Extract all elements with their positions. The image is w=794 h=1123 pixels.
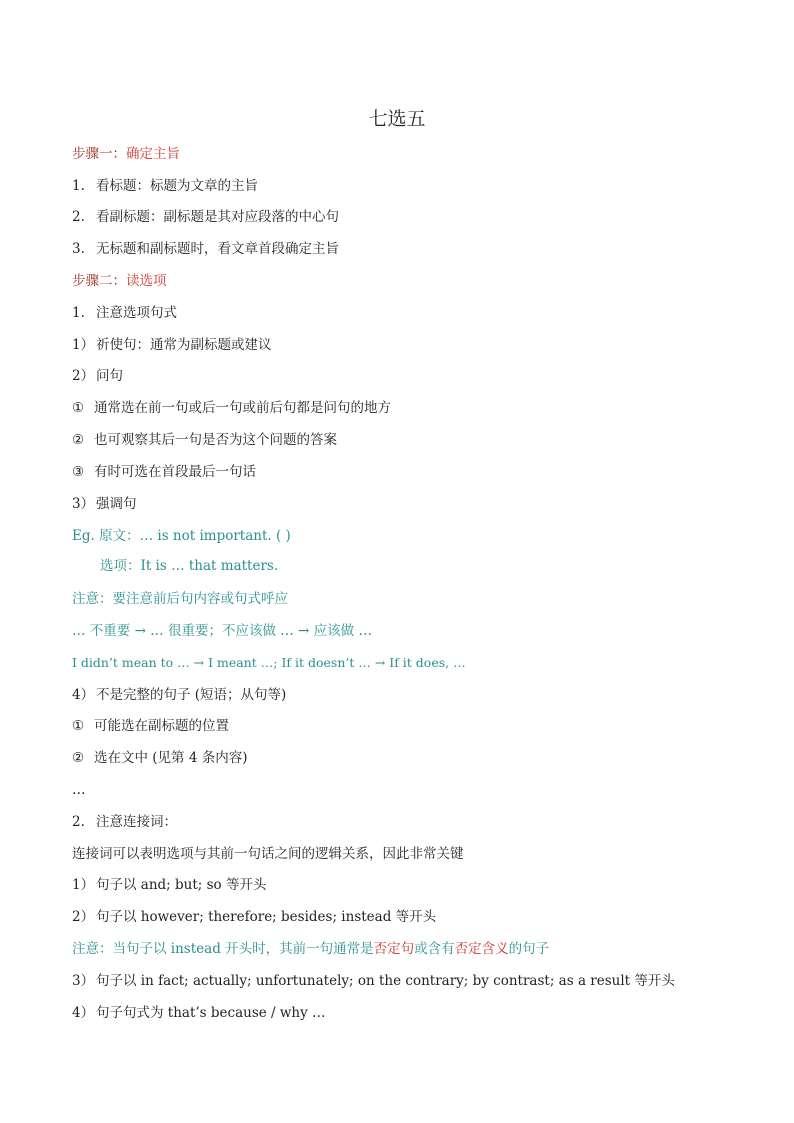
circled-item-4: [72, 717, 229, 735]
sub-item-number: 2）: [72, 368, 95, 384]
sub-item-incomplete: [72, 686, 286, 704]
note-instead-part-e: 的句子: [508, 941, 550, 957]
step2-heading: [72, 272, 167, 290]
step1-heading-text: 确定主旨: [126, 146, 180, 162]
item-text: 注意选项句式: [96, 305, 177, 321]
sub-item-number: 3）: [72, 973, 95, 989]
item-text: 看副标题：副标题是其对应段落的中心句: [96, 209, 339, 225]
step1-item-3: [72, 240, 339, 258]
step2-heading-text: 读选项: [126, 273, 167, 289]
step1-heading: [72, 145, 180, 163]
step2-heading-prefix: 步骤二：: [72, 273, 126, 289]
note-instead-negative-meaning: 否定含义: [454, 941, 509, 957]
sub-item-number: 4）: [72, 1005, 95, 1021]
sub-item-text: 祈使句：通常为副标题或建议: [96, 337, 272, 353]
note-instead-part-c: 或含有: [414, 941, 455, 957]
sub-item-number: 4）: [72, 687, 95, 703]
connective-description: 连接词可以表明选项与其前一句话之间的逻辑关系，因此非常关键: [72, 846, 464, 862]
note-instead-part-a: 注意：当句子以 instead 开头时，其前一句通常是: [72, 941, 374, 957]
circled-item-1: [72, 399, 391, 417]
circled-text: 可能选在副标题的位置: [94, 718, 229, 734]
step2-item-1: [72, 304, 177, 322]
step1-item-1: [72, 177, 258, 195]
sub-item-number: 2）: [72, 909, 95, 925]
ellipsis: …: [72, 782, 86, 798]
circled-mark: ①: [72, 718, 85, 734]
circled-mark: ②: [72, 750, 85, 766]
sub-item-text: 句子以 in fact; actually; unfortunately; on the contrary; by contrast; as a result 等开头: [96, 973, 675, 989]
sub-item-text: 强调句: [96, 496, 137, 512]
circled-text: 有时可选在首段最后一句话: [94, 464, 256, 480]
sub-item-text: 不是完整的句子 (短语；从句等): [96, 687, 287, 703]
circled-item-3: [72, 463, 256, 481]
page-title: 七选五: [368, 108, 426, 130]
sub-item-text: 句子以 however; therefore; besides; instead 等开头: [96, 909, 437, 925]
sub-item-text: 句子以 and; but; so 等开头: [96, 877, 267, 893]
contrast-chinese: … 不重要 → … 很重要；不应该做 … → 应该做 …: [72, 623, 372, 639]
circled-item-5: [72, 749, 248, 767]
connective-item-2: [72, 908, 436, 926]
sub-item-text: 问句: [96, 368, 123, 384]
sub-item-emphasis: [72, 495, 137, 513]
sub-item-number: 1）: [72, 337, 95, 353]
item-number: 3.: [72, 241, 85, 257]
circled-text: 也可观察其后一句是否为这个问题的答案: [94, 432, 337, 448]
item-number: 1.: [72, 178, 85, 194]
connective-item-4: [72, 1004, 326, 1022]
note-correspondence: 注意：要注意前后句内容或句式呼应: [72, 591, 288, 607]
circled-mark: ③: [72, 464, 85, 480]
connective-item-3: [72, 972, 675, 990]
sub-item-imperative: [72, 336, 272, 354]
item-text: 无标题和副标题时，看文章首段确定主旨: [96, 241, 339, 257]
contrast-english: I didn’t mean to … → I meant …; If it doesn’t … → If it does, …: [72, 655, 466, 670]
step1-heading-prefix: 步骤一：: [72, 146, 126, 162]
item-number: 2.: [72, 814, 85, 830]
step1-item-2: [72, 208, 339, 226]
sub-item-number: 1）: [72, 877, 95, 893]
sub-item-text: 句子句式为 that’s because / why …: [96, 1005, 326, 1021]
circled-text: 选在文中 (见第 4 条内容): [94, 750, 248, 766]
item-number: 2.: [72, 209, 85, 225]
circled-item-2: [72, 431, 337, 449]
item-text: 看标题：标题为文章的主旨: [96, 178, 258, 194]
item-text: 注意连接词：: [96, 814, 177, 830]
note-instead-negative-sentence: 否定句: [373, 941, 415, 957]
connective-item-1: [72, 876, 266, 894]
item-number: 1.: [72, 305, 85, 321]
circled-text: 通常选在前一句或后一句或前后句都是问句的地方: [94, 400, 391, 416]
sub-item-number: 3）: [72, 496, 95, 512]
circled-mark: ①: [72, 400, 85, 416]
circled-mark: ②: [72, 432, 85, 448]
example-option: 选项：It is … that matters.: [100, 558, 279, 574]
step2-item-2: [72, 813, 177, 831]
sub-item-question: [72, 367, 123, 385]
example-original: Eg. 原文：… is not important. ( ): [72, 528, 291, 544]
note-instead: [72, 940, 549, 958]
